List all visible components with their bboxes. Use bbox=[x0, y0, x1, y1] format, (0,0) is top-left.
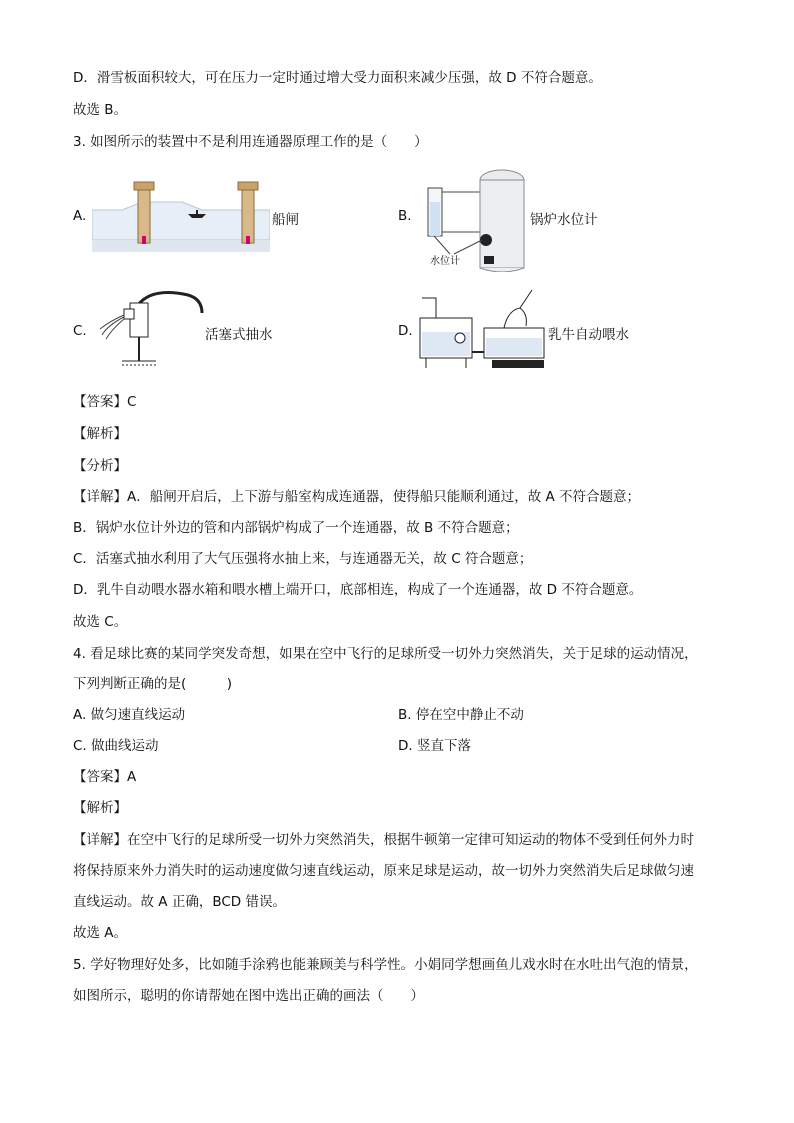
text-line-answer-b: 故选 B。 bbox=[73, 102, 128, 118]
q3-option-b-label: 锅炉水位计 bbox=[530, 212, 598, 228]
q4-jiexi: 【解析】 bbox=[73, 800, 127, 816]
q3-option-d-label: 乳牛自动喂水 bbox=[548, 327, 629, 343]
q4-option-c: C. 做曲线运动 bbox=[73, 738, 159, 754]
cow-waterer-figure bbox=[416, 288, 548, 374]
question-4-stem-1: 4. 看足球比赛的某同学突发奇想，如果在空中飞行的足球所受一切外力突然消失，关于足球的运动情况， bbox=[73, 646, 698, 662]
q3-choose: 故选 C。 bbox=[73, 614, 128, 630]
ship-lock-figure bbox=[92, 180, 270, 252]
q3-detail-b: B．锅炉水位计外边的管和内部锅炉构成了一个连通器，故 B 不符合题意； bbox=[73, 520, 519, 536]
question-5-stem-1: 5. 学好物理好处多，比如随手涂鸦也能兼顾美与科学性。小娟同学想画鱼儿戏水时在水吐出气泡的情景， bbox=[73, 957, 698, 973]
q4-detail-2: 将保持原来外力消失时的运动速度做匀速直线运动，原来足球是运动，故一切外力突然消失后足球做匀速 bbox=[73, 863, 694, 879]
q3-option-a-label: 船闸 bbox=[272, 212, 299, 228]
q3-option-c-label: 活塞式抽水 bbox=[205, 327, 273, 343]
q3-option-a-letter: A. bbox=[73, 208, 87, 224]
q3-detail-c: C．活塞式抽水利用了大气压强将水抽上来，与连通器无关，故 C 符合题意； bbox=[73, 551, 533, 567]
q3-detail-a: 【详解】A．船闸开启后，上下游与船室构成连通器，使得船只能顺利通过，故 A 不符合题意； bbox=[73, 489, 641, 505]
q4-option-b: B. 停在空中静止不动 bbox=[398, 707, 524, 723]
q3-jiexi: 【解析】 bbox=[73, 426, 127, 442]
q3-option-b-sublabel: 水位计 bbox=[430, 256, 460, 267]
q4-option-d: D. 竖直下落 bbox=[398, 738, 471, 754]
q3-answer: 【答案】C bbox=[73, 394, 137, 410]
question-3-stem: 3. 如图所示的装置中不是利用连通器原理工作的是（ ） bbox=[73, 134, 428, 150]
text-line-d-prev: D．滑雪板面积较大，可在压力一定时通过增大受力面积来减少压强，故 D 不符合题意。 bbox=[73, 70, 602, 86]
q3-detail-d: D．乳牛自动喂水器水箱和喂水槽上端开口，底部相连，构成了一个连通器，故 D 不符合题意。 bbox=[73, 582, 643, 598]
q3-fenxi: 【分析】 bbox=[73, 458, 127, 474]
q4-detail-1: 【详解】在空中飞行的足球所受一切外力突然消失，根据牛顿第一定律可知运动的物体不受到任何外力时 bbox=[73, 832, 694, 848]
question-4-stem-2: 下列判断正确的是( ) bbox=[73, 676, 233, 692]
question-5-stem-2: 如图所示，聪明的你请帮她在图中选出正确的画法（ ） bbox=[73, 988, 424, 1004]
q4-detail-3: 直线运动。故 A 正确，BCD 错误。 bbox=[73, 894, 286, 910]
q3-option-d-letter: D. bbox=[398, 323, 413, 339]
piston-pump-figure bbox=[92, 285, 204, 369]
q4-option-a: A. 做匀速直线运动 bbox=[73, 707, 186, 723]
q3-option-b-letter: B. bbox=[398, 208, 412, 224]
q4-answer: 【答案】A bbox=[73, 769, 137, 785]
q4-choose: 故选 A。 bbox=[73, 925, 128, 941]
q3-option-c-letter: C. bbox=[73, 323, 87, 339]
